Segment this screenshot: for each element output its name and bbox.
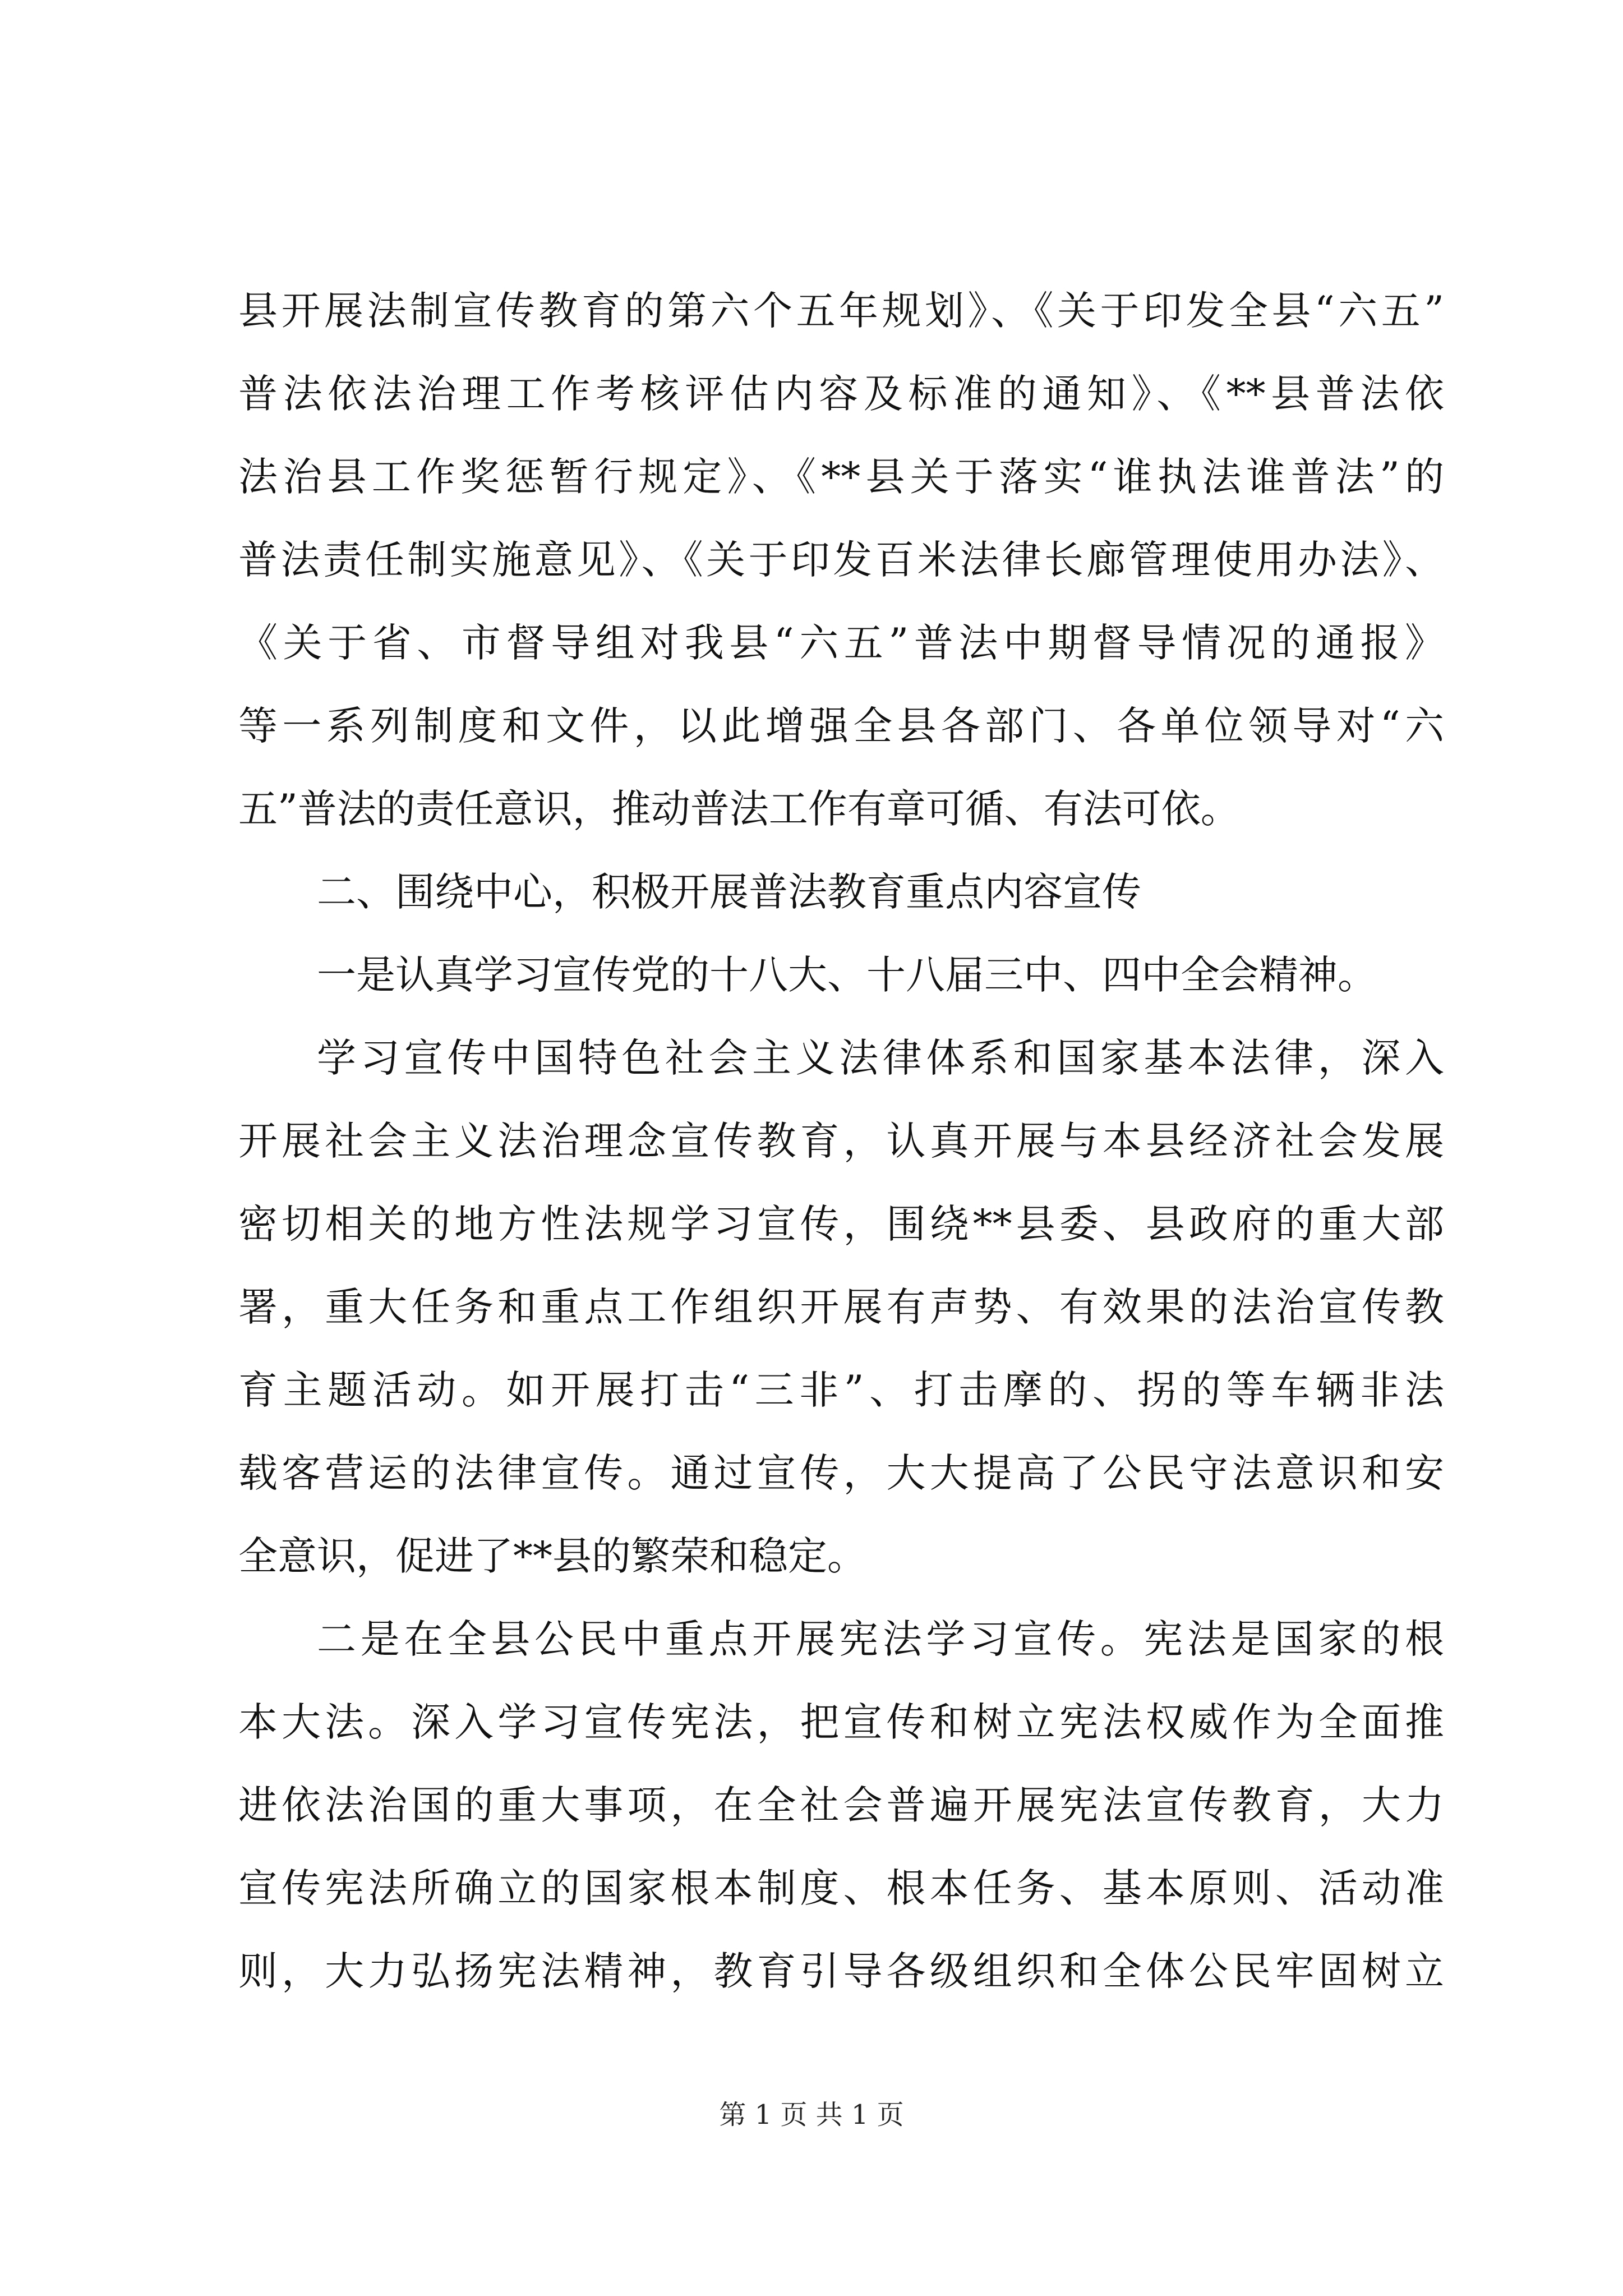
text-line: 法治县工作奖惩暂行规定》、《**县关于落实“谁执法谁普法”的 [238, 454, 1444, 500]
text-line: 县开展法制宣传教育的第六个五年规划》、《关于印发全县“六五” [238, 288, 1444, 334]
text-line: 开展社会主义法治理念宣传教育，认真开展与本县经济社会发展 [238, 1118, 1444, 1164]
text-line: 二是在全县公民中重点开展宪法学习宣传。宪法是国家的根 [317, 1616, 1444, 1662]
text-line: 宣传宪法所确立的国家根本制度、根本任务、基本原则、活动准 [238, 1865, 1444, 1911]
text-line: 普法依法治理工作考核评估内容及标准的通知》、《**县普法依 [238, 371, 1444, 417]
text-line: 则，大力弘扬宪法精神，教育引导各级组织和全体公民牢固树立 [238, 1948, 1444, 1994]
document-body [238, 269, 1444, 2013]
page-number-footer: 第 1 页 共 1 页 [719, 2099, 904, 2131]
text-line: 本大法。深入学习宣传宪法，把宣传和树立宪法权威作为全面推 [238, 1699, 1444, 1745]
text-line: 进依法治国的重大事项，在全社会普遍开展宪法宣传教育，大力 [238, 1782, 1444, 1828]
text-line: 一是认真学习宣传党的十八大、十八届三中、四中全会精神。 [317, 952, 1377, 998]
section-heading: 二、围绕中心，积极开展普法教育重点内容宣传 [317, 869, 1141, 915]
text-line: 署，重大任务和重点工作组织开展有声势、有效果的法治宣传教 [238, 1284, 1444, 1330]
text-line: 密切相关的地方性法规学习宣传，围绕**县委、县政府的重大部 [238, 1201, 1444, 1247]
text-line: 全意识，促进了**县的繁荣和稳定。 [238, 1533, 866, 1579]
text-line: 等一系列制度和文件，以此增强全县各部门、各单位领导对“六 [238, 703, 1444, 749]
text-line: 载客营运的法律宣传。通过宣传，大大提高了公民守法意识和安 [238, 1450, 1444, 1496]
text-line: 育主题活动。如开展打击“三非”、打击摩的、拐的等车辆非法 [238, 1367, 1444, 1413]
text-line: 《关于省、市督导组对我县“六五”普法中期督导情况的通报》 [238, 620, 1444, 666]
text-line: 普法责任制实施意见》、《关于印发百米法律长廊管理使用办法》、 [238, 537, 1444, 583]
text-line: 五”普法的责任意识，推动普法工作有章可循、有法可依。 [238, 786, 1240, 832]
text-line: 学习宣传中国特色社会主义法律体系和国家基本法律，深入 [317, 1035, 1444, 1081]
